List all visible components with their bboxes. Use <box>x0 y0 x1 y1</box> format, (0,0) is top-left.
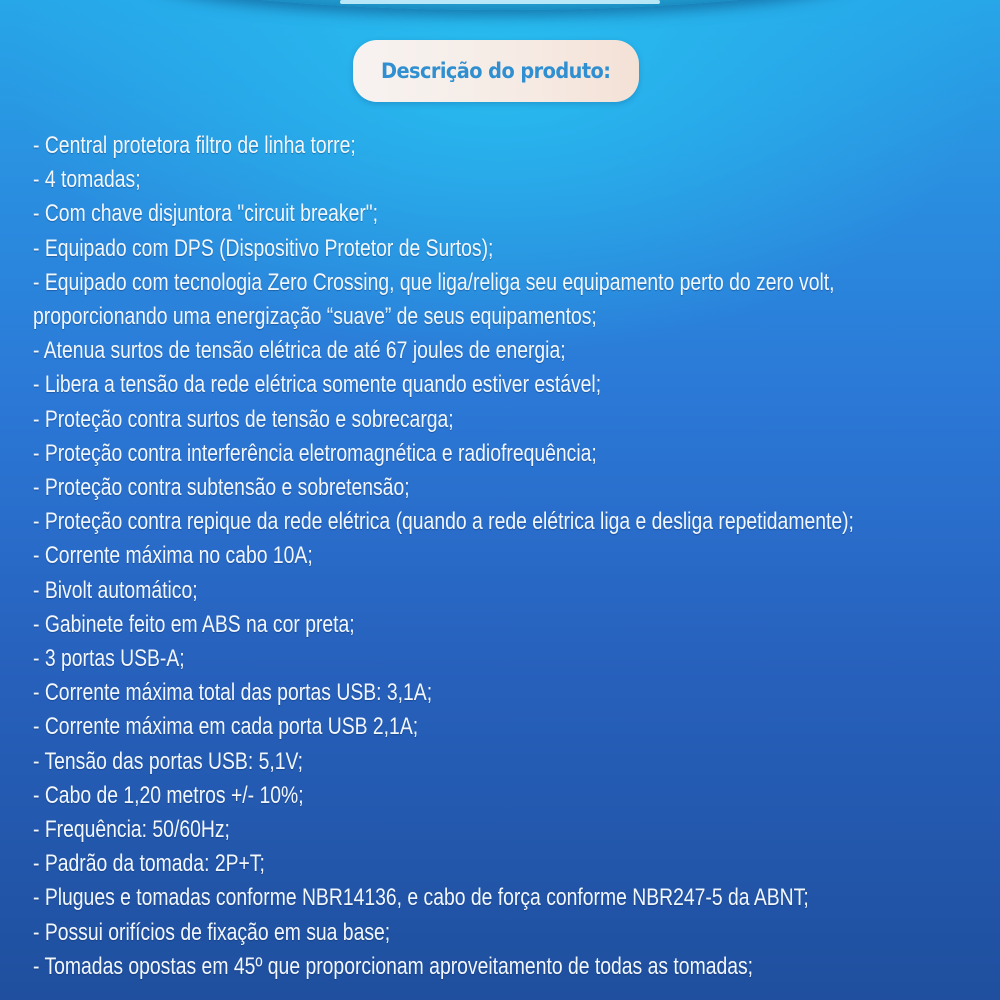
description-line: - Proteção contra interferência eletromagnética e radiofrequência; <box>33 439 597 467</box>
description-line: - Central protetora filtro de linha torre; <box>33 132 356 159</box>
description-line: - Gabinete feito em ABS na cor preta; <box>33 610 355 638</box>
section-title-pill <box>353 40 639 102</box>
section-title: Descrição do produto: <box>381 59 611 83</box>
description-line: - Padrão da tomada: 2P+T; <box>33 850 265 878</box>
description-line: - Plugues e tomadas conforme NBR14136, e cabo de força conforme NBR247-5 da ABNT; <box>33 884 809 912</box>
description-line: - Tensão das portas USB: 5,1V; <box>33 747 304 775</box>
description-line: - Possui orifícios de fixação em sua base; <box>33 918 391 946</box>
description-line: - 3 portas USB-A; <box>33 645 185 673</box>
description-line: - Atenua surtos de tensão elétrica de até 67 joules de energia; <box>33 337 566 365</box>
description-line: - Corrente máxima em cada porta USB 2,1A; <box>33 713 419 741</box>
description-line: - Proteção contra surtos de tensão e sobrecarga; <box>33 405 454 433</box>
description-line: - Com chave disjuntora "circuit breaker"; <box>33 200 379 228</box>
description-line: proporcionando uma energização “suave” de seus equipamentos; <box>33 303 597 331</box>
description-line: - Bivolt automático; <box>33 576 198 604</box>
description-line: - Tomadas opostas em 45º que proporcionam aproveitamento de todas as tomadas; <box>33 952 754 980</box>
description-line: - Corrente máxima total das portas USB: 3,1A; <box>33 679 433 707</box>
description-line: - Cabo de 1,20 metros +/- 10%; <box>33 781 304 809</box>
product-device-edge <box>140 0 860 10</box>
description-line: - Proteção contra subtensão e sobretensão; <box>33 474 410 502</box>
description-line: - Equipado com DPS (Dispositivo Protetor de Surtos); <box>33 234 494 262</box>
product-description-list <box>33 129 993 984</box>
description-line: - Corrente máxima no cabo 10A; <box>33 542 313 570</box>
description-line: - Libera a tensão da rede elétrica somente quando estiver estável; <box>33 371 602 399</box>
description-line: - Proteção contra repique da rede elétrica (quando a rede elétrica liga e desliga repetidamente); <box>33 508 854 536</box>
description-line: - Equipado com tecnologia Zero Crossing, que liga/religa seu equipamento perto do zero volt, <box>33 268 835 296</box>
description-line: - Frequência: 50/60Hz; <box>33 816 230 844</box>
description-line: - 4 tomadas; <box>33 166 141 194</box>
